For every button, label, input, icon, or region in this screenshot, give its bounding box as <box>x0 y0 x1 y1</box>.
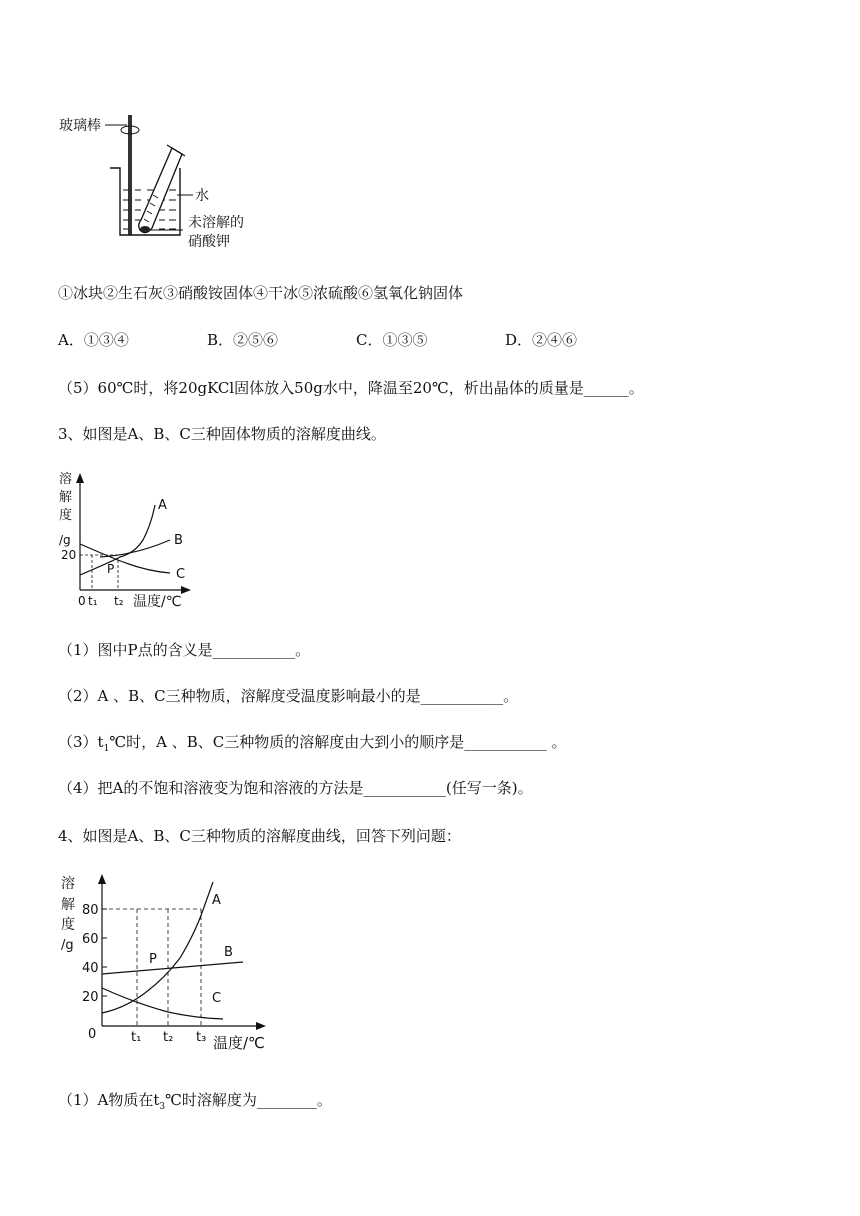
q4-solubility-chart <box>55 868 285 1058</box>
q3-curve-b <box>100 540 170 557</box>
q3-curve-a <box>80 505 155 575</box>
q4-y-tick-40: 40 <box>82 961 99 976</box>
question-2-part-5: （5）60℃时，将20gKCl固体放入50g水中，降温至20℃，析出晶体的质量是______。 <box>58 379 644 397</box>
question-3-part-1: （1）图中P点的含义是___________。 <box>58 641 311 659</box>
question-4-part-1 <box>58 1090 332 1117</box>
q3-part3-post: ℃时，A 、B、C三种物质的溶解度由大到小的顺序是___________ 。 <box>109 733 567 751</box>
q4-curve-b <box>102 962 243 974</box>
q4-point-p-label: P <box>149 952 157 967</box>
q3-t2-label: t₂ <box>114 594 124 608</box>
q4-curve-c <box>102 988 223 1019</box>
water-label: 水 <box>195 188 209 204</box>
question-3-part-3 <box>58 732 566 759</box>
q3-part3-sub: 1 <box>103 744 110 754</box>
question-3-part-2: （2）A 、B、C三种物质，溶解度受温度影响最小的是___________。 <box>58 687 519 705</box>
q4-t2-label: t₂ <box>163 1030 174 1045</box>
question-3-title: 3、如图是A、B、C三种固体物质的溶解度曲线。 <box>58 425 386 443</box>
q4-part1-sub: 3 <box>159 1102 166 1112</box>
q4-curve-b-label: B <box>224 945 233 960</box>
undissolved-label-line1: 未溶解的 <box>188 215 244 231</box>
q4-ylabel-char-4: /g <box>61 938 74 953</box>
q3-ylabel-char-4: /g <box>59 533 71 547</box>
undissolved-crystals <box>140 226 150 232</box>
q3-curve-b-label: B <box>174 533 183 548</box>
q4-part1-post: ℃时溶解度为________。 <box>165 1091 332 1109</box>
q3-origin-label: 0 <box>78 594 86 608</box>
q3-ylabel-char-1: 溶 <box>59 472 73 487</box>
question-4-title: 4、如图是A、B、C三种物质的溶解度曲线，回答下列问题： <box>58 827 461 845</box>
q3-curve-c-label: C <box>176 567 186 582</box>
option-d: D．②④⑥ <box>505 331 578 349</box>
beaker-figure <box>55 110 275 260</box>
q4-curve-a-label: A <box>212 893 221 908</box>
q4-curve-c-label: C <box>212 991 222 1006</box>
q4-part1-pre: （1）A物质在t <box>58 1091 160 1109</box>
q4-ylabel-char-3: 度 <box>61 917 75 933</box>
undissolved-label-line2: 硝酸钾 <box>188 234 230 250</box>
option-c: C．①③⑤ <box>356 331 428 349</box>
question-3-part-4: （4）把A的不饱和溶液变为饱和溶液的方法是___________(任写一条)。 <box>58 779 533 797</box>
q3-solubility-chart <box>55 465 205 615</box>
q4-x-axis-label: 温度/℃ <box>213 1034 265 1052</box>
q3-point-p-label: P <box>107 562 115 576</box>
q4-origin-label: 0 <box>88 1027 97 1042</box>
q3-y-tick-20: 20 <box>61 548 77 562</box>
q3-ylabel-char-2: 解 <box>59 490 73 505</box>
option-a: A．①③④ <box>58 331 129 349</box>
q4-ylabel-char-2: 解 <box>61 897 75 913</box>
q4-y-tick-80: 80 <box>82 903 99 918</box>
q4-t1-label: t₁ <box>131 1030 142 1045</box>
glass-rod <box>128 115 132 235</box>
option-b: B．②⑤⑥ <box>207 331 279 349</box>
glass-rod-label: 玻璃棒 <box>59 118 101 134</box>
q3-x-axis-label: 温度/℃ <box>133 594 182 610</box>
q3-curve-a-label: A <box>158 498 167 513</box>
q3-part3-pre: （3）t <box>58 733 104 751</box>
q3-t1-label: t₁ <box>88 594 98 608</box>
q4-curve-a <box>102 882 213 1013</box>
item-list: ①冰块②生石灰③硝酸铵固体④干冰⑤浓硫酸⑥氢氧化钠固体 <box>58 284 464 302</box>
q4-y-tick-20: 20 <box>82 990 99 1005</box>
q3-ylabel-char-3: 度 <box>59 508 73 523</box>
q4-ylabel-char-1: 溶 <box>61 876 75 892</box>
q4-y-tick-60: 60 <box>82 932 99 947</box>
q4-t3-label: t₃ <box>196 1030 207 1045</box>
